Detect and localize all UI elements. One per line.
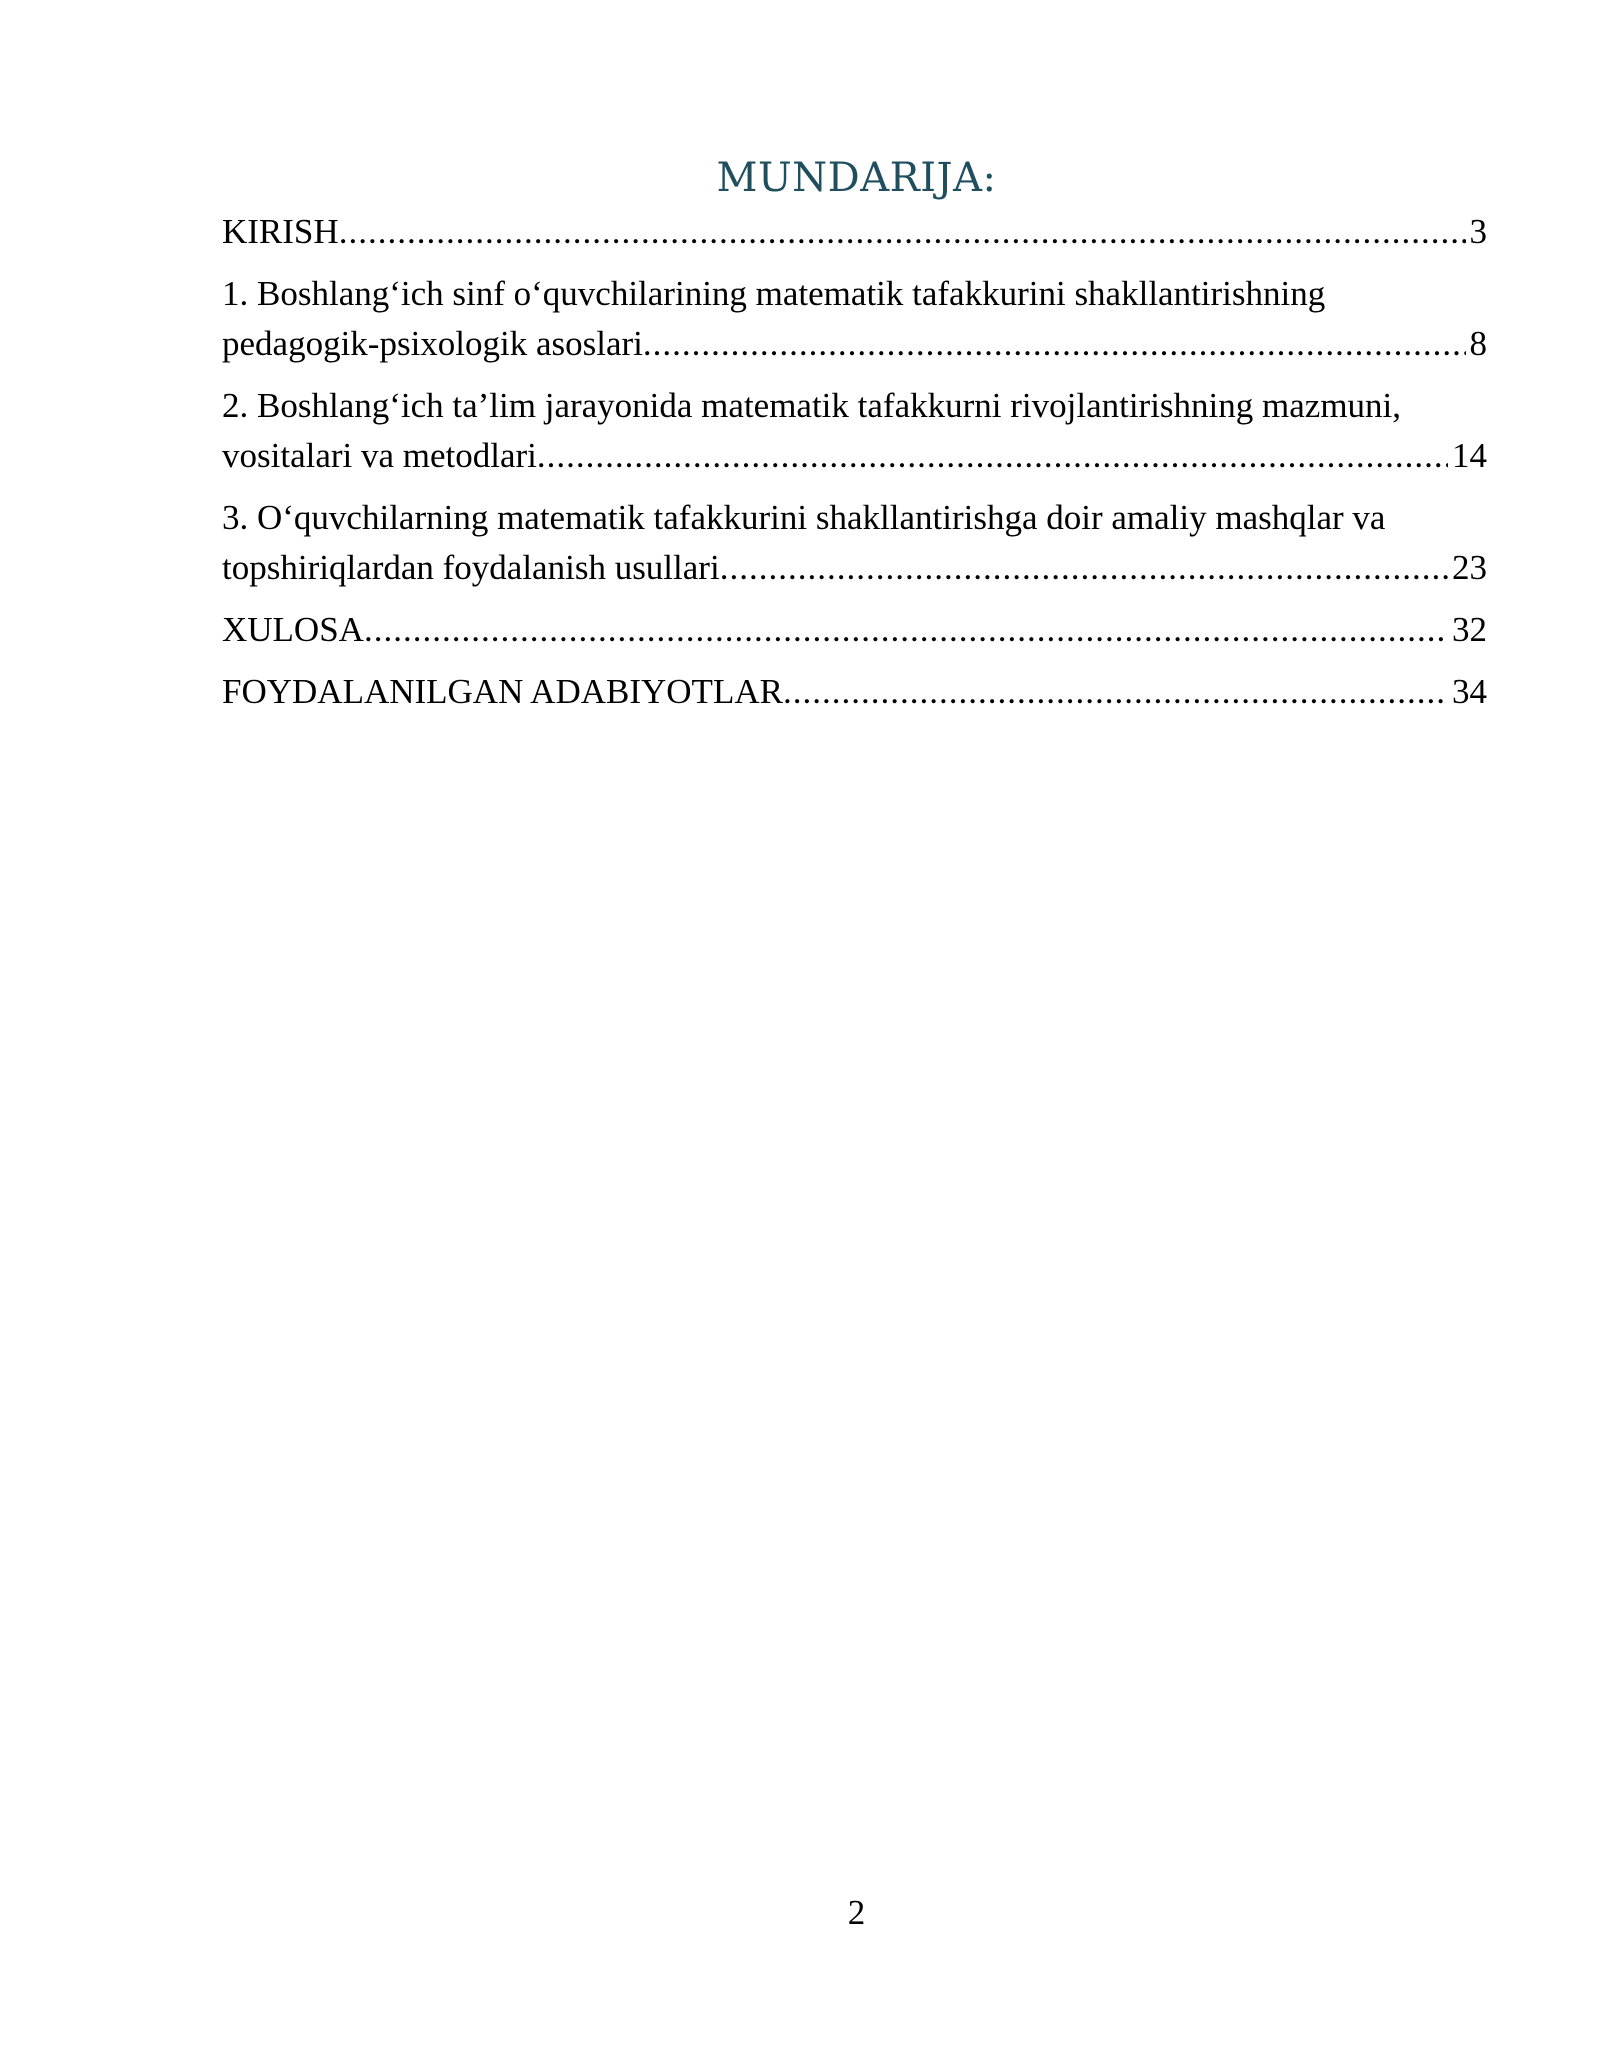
toc-entry-label: KIRISH — [222, 212, 339, 251]
toc-entry-line — [222, 207, 1487, 257]
dot-leader — [537, 431, 1448, 481]
dot-leader — [339, 207, 1466, 257]
table-of-contents — [222, 207, 1487, 729]
toc-title: MUNDARIJA: — [716, 155, 997, 201]
toc-entry-label-line-1: 3. O‘quvchilarning matematik tafakkurini shakllantirishga doir amaliy mashqlar va — [222, 498, 1386, 537]
toc-entry-label: topshiriqlardan foydalanish usullari — [222, 548, 720, 587]
toc-entry-chapter-1[interactable] — [222, 269, 1487, 369]
toc-entry-label: XULOSA — [222, 610, 364, 649]
toc-entry-label-line-1: 2. Boshlang‘ich ta’lim jarayonida matematik tafakkurni rivojlantirishning mazmuni, — [222, 386, 1402, 425]
toc-entry-chapter-2[interactable] — [222, 381, 1487, 481]
dot-leader — [720, 543, 1448, 593]
toc-entry-adabiyotlar[interactable] — [222, 667, 1487, 717]
dot-leader — [364, 605, 1448, 655]
toc-entry-line — [222, 543, 1487, 593]
toc-entry-line — [222, 319, 1487, 369]
toc-entry-page: 23 — [1452, 548, 1487, 587]
toc-entry-xulosa[interactable] — [222, 605, 1487, 655]
toc-entry-label-line-1: 1. Boshlang‘ich sinf o‘quvchilarining matematik tafakkurini shakllantirishning — [222, 274, 1326, 313]
toc-entry-label: FOYDALANILGAN ADABIYOTLAR — [222, 672, 783, 711]
toc-entry-line — [222, 605, 1487, 655]
toc-entry-label: pedagogik-psixologik asoslari — [222, 324, 643, 363]
toc-entry-page: 14 — [1452, 436, 1487, 475]
toc-entry-line — [222, 667, 1487, 717]
toc-entry-chapter-3[interactable] — [222, 493, 1487, 593]
toc-entry-page: 8 — [1469, 324, 1487, 363]
toc-entry-line — [222, 431, 1487, 481]
toc-entry-kirish[interactable] — [222, 207, 1487, 257]
dot-leader — [643, 319, 1466, 369]
toc-entry-page: 3 — [1469, 212, 1487, 251]
page-number: 2 — [847, 1893, 866, 1932]
toc-entry-label: vositalari va metodlari — [222, 436, 537, 475]
dot-leader — [783, 667, 1448, 717]
toc-entry-page: 34 — [1452, 672, 1487, 711]
toc-entry-page: 32 — [1452, 610, 1487, 649]
